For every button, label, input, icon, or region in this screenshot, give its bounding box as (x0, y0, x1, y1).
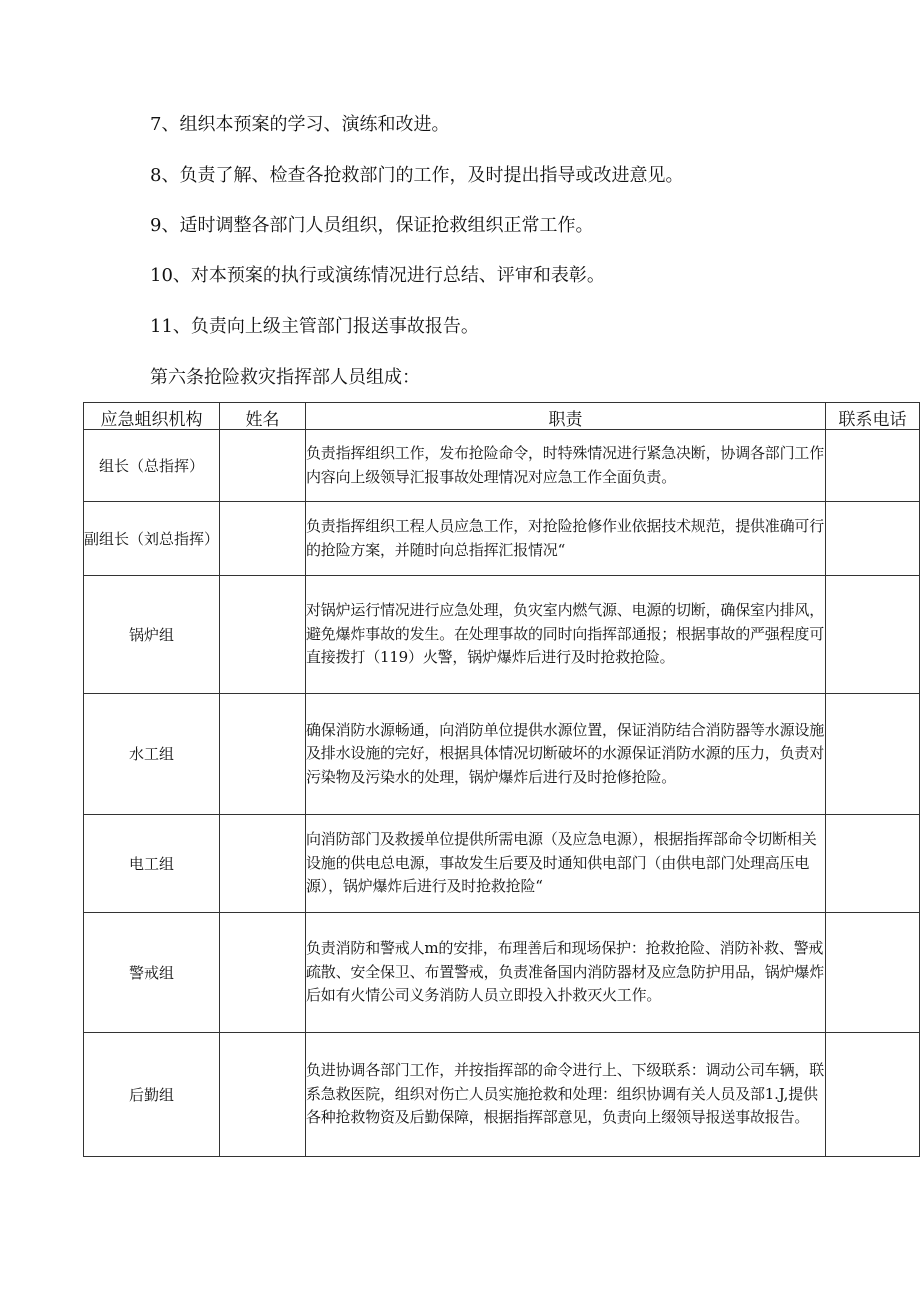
table-row (84, 576, 920, 694)
name-cell (220, 694, 306, 815)
header-org: 应急蛆织机构 (84, 403, 220, 430)
phone-cell (826, 913, 920, 1033)
duty-cell: 对锅炉运行情况进行应急处理，负灾室内燃气源、电源的切断，确保室内排风，避免爆炸事故的发生。在处理事故的同时向指挥部通报；根据事故的严强程度可直接拨打（119）火警，锅炉爆炸后进行及时抢救抢险。 (306, 576, 826, 694)
org-cell: 水工组 (84, 694, 220, 815)
phone-cell (826, 694, 920, 815)
org-cell: 锅炉组 (84, 576, 220, 694)
table-header-row (84, 403, 920, 430)
name-cell (220, 502, 306, 576)
paragraph-7: 7、组织本预案的学习、演练和改进。 (150, 114, 450, 135)
table-row (84, 815, 920, 913)
phone-cell (826, 1033, 920, 1157)
phone-cell (826, 502, 920, 576)
table-row (84, 913, 920, 1033)
org-cell: 组长（总指挥） (84, 430, 220, 502)
name-cell (220, 430, 306, 502)
name-cell (220, 1033, 306, 1157)
phone-cell (826, 430, 920, 502)
name-cell (220, 815, 306, 913)
header-phone: 联系电话 (826, 403, 920, 430)
emergency-organization-table (83, 402, 920, 1157)
paragraph-9: 9、适时调整各部门人员组织，保证抢救组织正常工作。 (150, 215, 594, 236)
name-cell (220, 576, 306, 694)
org-cell: 电工组 (84, 815, 220, 913)
header-duty: 职责 (306, 403, 826, 430)
paragraph-11: 11、负责向上级主管部门报送事故报告。 (150, 316, 479, 337)
table-row (84, 694, 920, 815)
phone-cell (826, 815, 920, 913)
name-cell (220, 913, 306, 1033)
duty-cell: 负进协调各部门工作，并按指挥部的命令进行上、下级联系：调动公司车辆，联系急救医院，组织对伤亡人员实施抢救和处理：组织协调有关人员及部1.J,提供各种抢救物资及后勤保障，根据指挥部意见，负责向上缀领导报送事故报告。 (306, 1033, 826, 1157)
org-cell: 后勤组 (84, 1033, 220, 1157)
duty-cell: 向消防部门及救援单位提供所需电源（及应急电源），根据指挥部命令切断相关设施的供电总电源，事故发生后要及时通知供电部门（由供电部门处理高压电源），锅炉爆炸后进行及时抢救抢险“ (306, 815, 826, 913)
paragraph-8: 8、负责了解、检查各抢救部门的工作，及时提出指导或改进意见。 (150, 165, 684, 186)
table-row (84, 1033, 920, 1157)
table-row (84, 430, 920, 502)
duty-cell: 负责消防和警戒人m的安排，布理善后和现场保护：抢救抢险、消防补救、警戒疏散、安全保卫、布置警戒，负责准备国内消防器材及应急防护用品，锅炉爆炸后如有火情公司义务消防人员立即投入扑救灭火工作。 (306, 913, 826, 1033)
org-cell: 警戒组 (84, 913, 220, 1033)
table-row (84, 502, 920, 576)
paragraph-10: 10、对本预案的执行或演练情况进行总结、评审和表彰。 (150, 265, 605, 286)
duty-cell: 负责指挥组织工作，发布抢险命令，时特殊情况进行紧急决断，协调各部门工作内容向上级领导汇报事故处理情况对应急工作全面负责。 (306, 430, 826, 502)
header-name: 姓名 (220, 403, 306, 430)
phone-cell (826, 576, 920, 694)
org-cell: 副组长（刘总指挥） (84, 502, 220, 576)
duty-cell: 确保消防水源畅通，向消防单位提供水源位置，保证消防结合消防器等水源设施及排水设施的完好，根据具体情况切断破坏的水源保证消防水源的压力，负责对污染物及污染水的处理，锅炉爆炸后进行及时抢修抢险。 (306, 694, 826, 815)
section-heading: 第六条抢险救灾指挥部人员组成： (150, 367, 420, 388)
duty-cell: 负责指挥组织工程人员应急工作，对抢险抢修作业依据技术规范，提供准确可行的抢险方案，并随时向总指挥汇报情况“ (306, 502, 826, 576)
